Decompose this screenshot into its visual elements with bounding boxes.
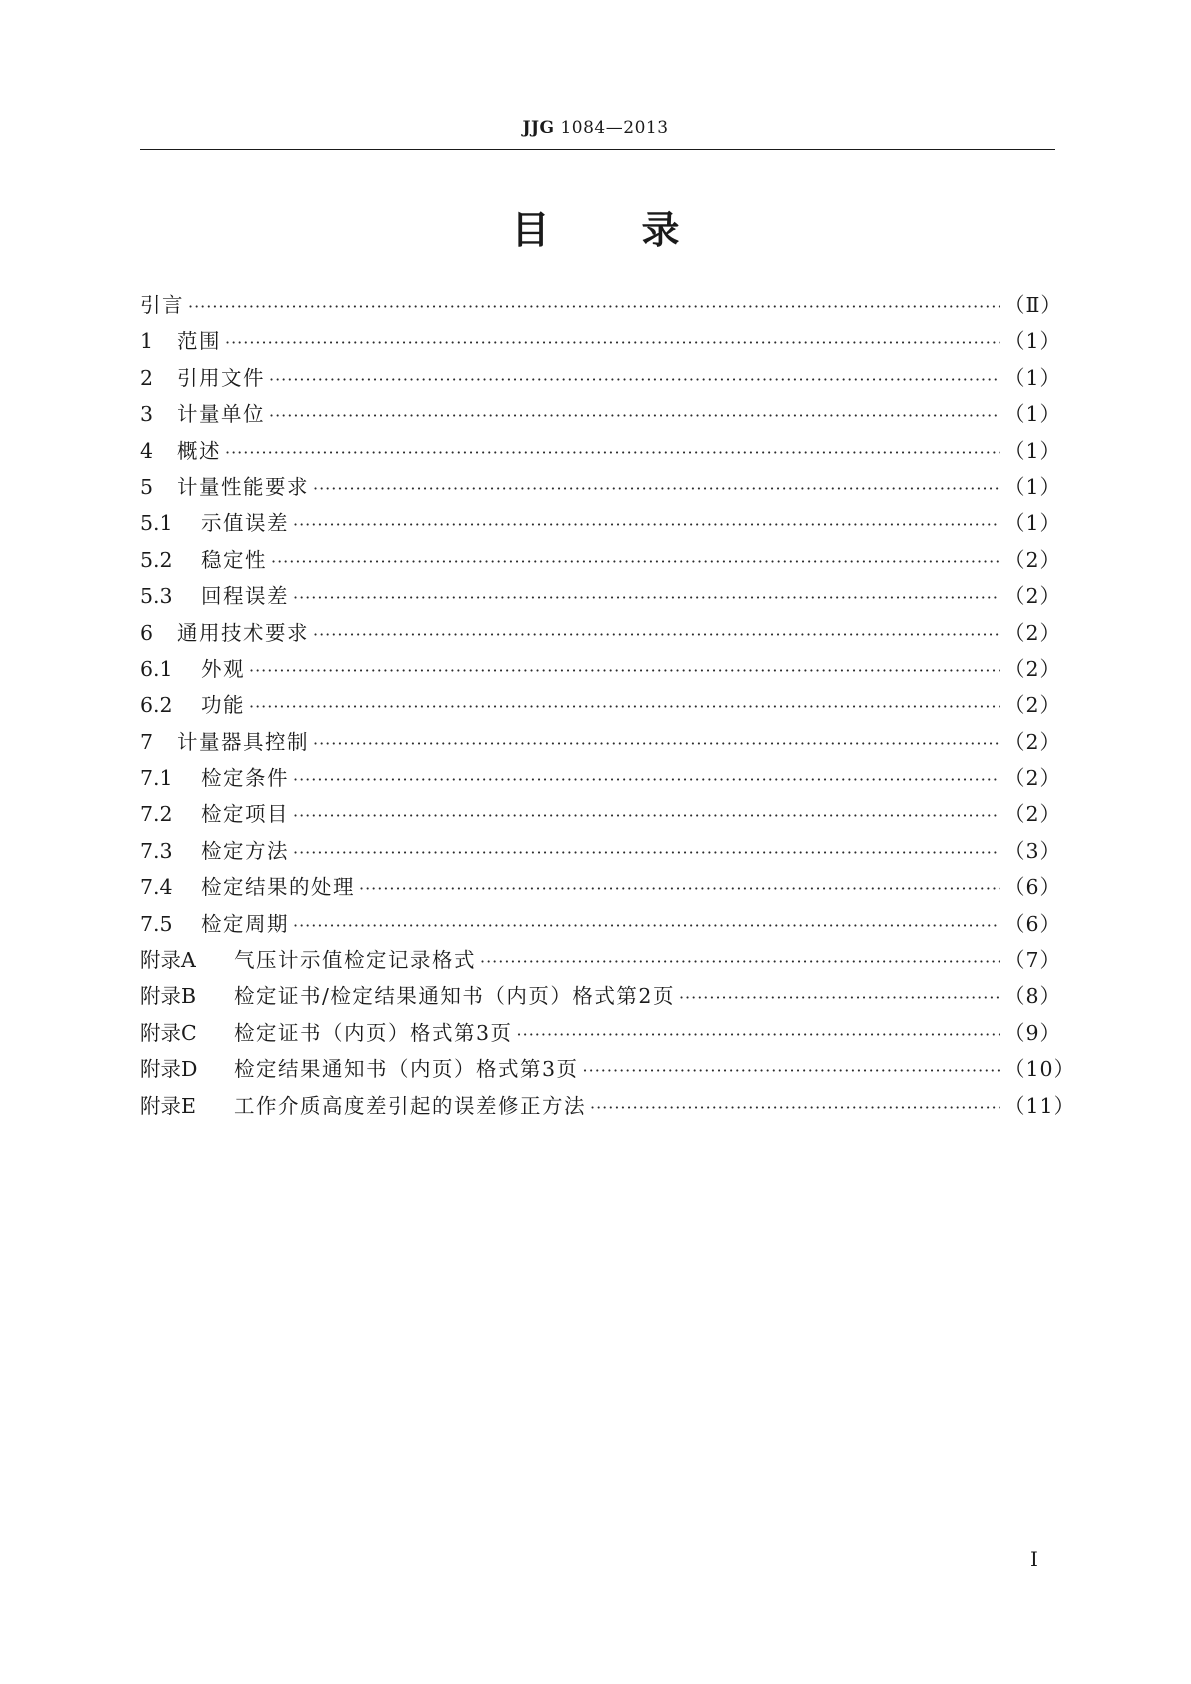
toc-page: （1）	[1004, 511, 1062, 536]
toc-entry-appendix[interactable]	[140, 979, 1062, 1015]
toc-entry[interactable]	[140, 543, 1062, 579]
toc-entry[interactable]	[140, 397, 1062, 433]
toc-number: 1	[140, 329, 154, 354]
toc-number: 4	[140, 438, 154, 463]
running-header	[0, 118, 1191, 138]
toc-leader	[269, 406, 1000, 425]
toc-leader	[679, 988, 1000, 1007]
toc-number: 6.1	[140, 656, 173, 681]
toc-page: （1）	[1004, 329, 1062, 354]
toc-number: 附录B	[140, 984, 197, 1009]
toc-entry[interactable]	[140, 870, 1062, 906]
toc-label: 计量性能要求	[177, 474, 309, 499]
toc-label: 检定证书/检定结果通知书（内页）格式第2页	[234, 984, 675, 1009]
toc-label: 通用技术要求	[177, 620, 309, 645]
toc-number: 5.1	[140, 511, 173, 536]
toc-page: （9）	[1004, 1020, 1062, 1045]
toc-number: 6.2	[140, 693, 173, 718]
toc-entry[interactable]	[140, 761, 1062, 797]
toc-label: 检定证书（内页）格式第3页	[234, 1020, 513, 1045]
toc-entry[interactable]	[140, 324, 1062, 360]
toc-page: （Ⅱ）	[1004, 293, 1062, 317]
toc-leader	[590, 1098, 1000, 1117]
toc-leader	[249, 697, 1000, 716]
toc-number: 5.2	[140, 547, 173, 572]
toc-page: （11）	[1004, 1093, 1076, 1118]
toc-number: 7.5	[140, 911, 173, 936]
toc-page: （1）	[1004, 438, 1062, 463]
toc-number: 附录A	[140, 948, 196, 973]
toc-leader	[293, 588, 1000, 607]
toc-page: （2）	[1004, 656, 1062, 681]
toc-leader	[293, 843, 1000, 862]
toc-number: 7.4	[140, 875, 173, 900]
toc-number: 5	[140, 474, 154, 499]
toc-page: （8）	[1004, 984, 1062, 1009]
toc-label: 气压计示值检定记录格式	[234, 948, 476, 973]
toc-leader	[188, 297, 1000, 316]
toc-entry[interactable]	[140, 652, 1062, 688]
toc-page: （3）	[1004, 838, 1062, 863]
standard-code: JJG	[522, 118, 555, 138]
standard-number: 1084—2013	[560, 118, 669, 138]
toc-page: （2）	[1004, 547, 1062, 572]
toc-page: （2）	[1004, 766, 1062, 791]
toc-label: 检定结果通知书（内页）格式第3页	[234, 1057, 579, 1082]
toc-leader	[293, 770, 1000, 789]
toc-entry[interactable]	[140, 434, 1062, 470]
toc-entry[interactable]	[140, 288, 1062, 324]
toc-number: 6	[140, 620, 154, 645]
toc-label: 工作介质高度差引起的误差修正方法	[234, 1093, 586, 1118]
toc-label: 检定项目	[201, 802, 289, 827]
table-of-contents	[140, 288, 1076, 1125]
toc-number: 7	[140, 729, 154, 754]
toc-number: 附录E	[140, 1093, 196, 1118]
toc-number: 5.3	[140, 584, 173, 609]
title-char-1: 目	[511, 208, 550, 252]
toc-entry[interactable]	[140, 506, 1062, 542]
toc-page: （2）	[1004, 584, 1062, 609]
toc-leader	[480, 952, 1000, 971]
page-title	[0, 205, 1191, 255]
header-rule	[140, 149, 1055, 150]
toc-entry[interactable]	[140, 834, 1062, 870]
toc-leader	[583, 1061, 1000, 1080]
toc-page: （2）	[1004, 729, 1062, 754]
toc-entry[interactable]	[140, 616, 1062, 652]
toc-label: 检定结果的处理	[201, 875, 355, 900]
toc-entry[interactable]	[140, 797, 1062, 833]
toc-leader	[249, 661, 1000, 680]
toc-number: 附录C	[140, 1020, 197, 1045]
toc-label: 外观	[201, 656, 245, 681]
toc-entry-appendix[interactable]	[140, 1089, 1076, 1125]
toc-number: 7.1	[140, 766, 173, 791]
toc-leader	[517, 1025, 1000, 1044]
toc-entry[interactable]	[140, 361, 1062, 397]
toc-number: 3	[140, 402, 154, 427]
toc-label: 检定方法	[201, 838, 289, 863]
toc-entry-appendix[interactable]	[140, 1052, 1076, 1088]
toc-page: （6）	[1004, 911, 1062, 936]
toc-entry[interactable]	[140, 688, 1062, 724]
toc-leader	[313, 734, 1000, 753]
toc-entry[interactable]	[140, 907, 1062, 943]
toc-leader	[313, 479, 1000, 498]
toc-page: （7）	[1004, 948, 1062, 973]
toc-number: 2	[140, 365, 154, 390]
toc-number: 7.2	[140, 802, 173, 827]
toc-number: 7.3	[140, 838, 173, 863]
toc-number: 附录D	[140, 1057, 198, 1082]
toc-label: 检定条件	[201, 766, 289, 791]
toc-leader	[359, 879, 1000, 898]
toc-page: （10）	[1004, 1057, 1076, 1082]
toc-leader	[269, 370, 1000, 389]
toc-label: 计量器具控制	[177, 729, 309, 754]
toc-label: 回程误差	[201, 584, 289, 609]
toc-page: （2）	[1004, 802, 1062, 827]
toc-label: 引用文件	[177, 365, 265, 390]
toc-entry[interactable]	[140, 470, 1062, 506]
toc-label: 示值误差	[201, 511, 289, 536]
toc-entry[interactable]	[140, 725, 1062, 761]
toc-label: 计量单位	[177, 402, 265, 427]
toc-label: 概述	[177, 438, 221, 463]
toc-entry[interactable]	[140, 579, 1062, 615]
page-number: Ⅰ	[1030, 1547, 1038, 1571]
toc-page: （2）	[1004, 693, 1062, 718]
toc-page: （2）	[1004, 620, 1062, 645]
title-char-2: 录	[641, 208, 680, 252]
toc-page: （1）	[1004, 474, 1062, 499]
toc-page: （6）	[1004, 875, 1062, 900]
toc-leader	[225, 333, 1000, 352]
toc-leader	[293, 806, 1000, 825]
toc-leader	[313, 625, 1000, 644]
toc-label: 范围	[177, 329, 221, 354]
toc-leader	[225, 443, 1000, 462]
toc-page: （1）	[1004, 402, 1062, 427]
toc-page: （1）	[1004, 365, 1062, 390]
toc-leader	[271, 552, 1000, 571]
toc-label: 检定周期	[201, 911, 289, 936]
toc-leader	[293, 515, 1000, 534]
toc-entry-appendix[interactable]	[140, 1016, 1062, 1052]
toc-label: 功能	[201, 693, 245, 718]
toc-entry-appendix[interactable]	[140, 943, 1062, 979]
toc-leader	[293, 916, 1000, 935]
toc-label: 稳定性	[201, 547, 267, 572]
toc-label: 引言	[140, 293, 184, 317]
